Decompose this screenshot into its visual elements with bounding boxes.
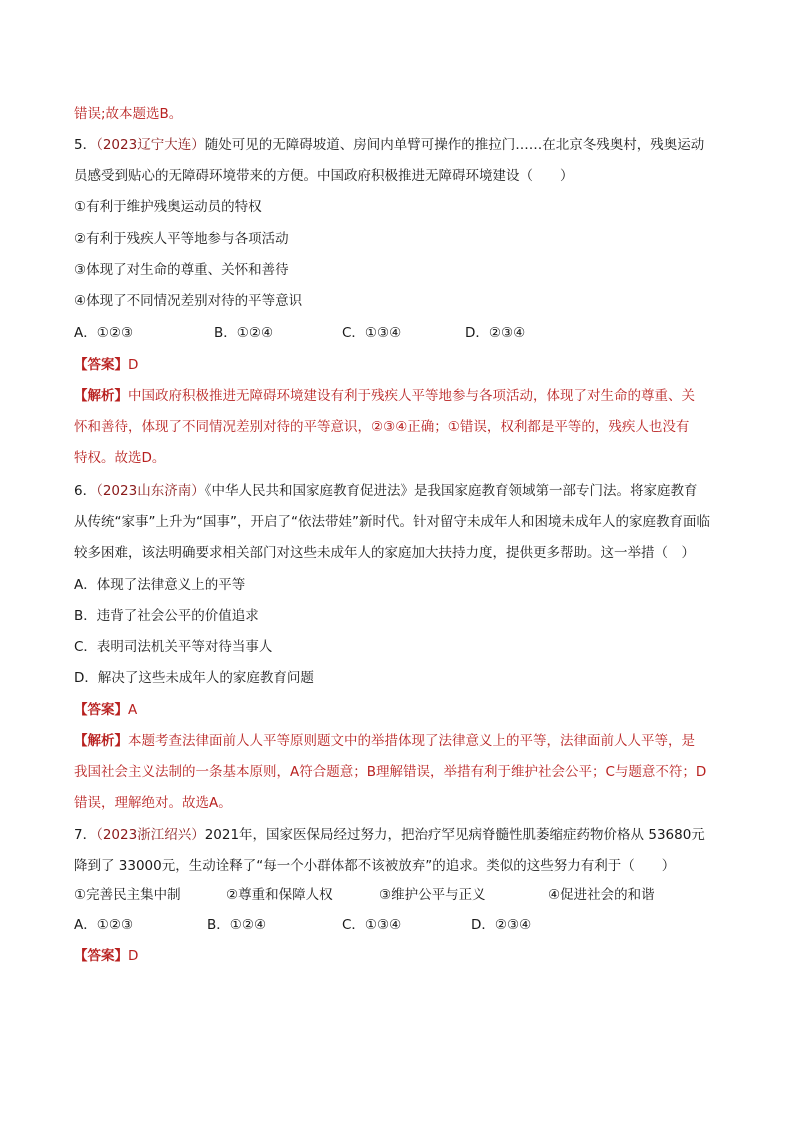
q5-option-d: D．②③④ <box>465 325 526 341</box>
q7-number: 7． <box>74 827 97 843</box>
q5-item-1: ①有利于维护残奥运动员的特权 <box>74 199 262 215</box>
q5-item-4: ④体现了不同情况差别对待的平等意识 <box>74 293 303 309</box>
q5-stem-line2: 员感受到贴心的无障碍环境带来的方便。中国政府积极推进无障碍环境建设（ ） <box>74 168 574 184</box>
q7-answer-label: 【答案】 <box>74 948 128 964</box>
q5-item-2: ②有利于残疾人平等地参与各项活动 <box>74 231 289 247</box>
q5-stem-line1 <box>74 135 704 155</box>
q7-stem-text: 2021年，国家医保局经过努力，把治疗罕见病脊髓性肌萎缩症药物价格从 53680元 <box>204 827 705 843</box>
q5-source: （2023辽宁大连） <box>96 137 205 153</box>
q7-item-4: ④促进社会的和谐 <box>548 887 655 903</box>
q6-stem-line1 <box>74 481 697 501</box>
q6-option-d: D．解决了这些未成年人的家庭教育问题 <box>74 670 314 686</box>
q6-analysis-line2: 我国社会主义法制的一条基本原则，A符合题意；B理解错误，举措有利于维护社会公平；C与题意不符；D <box>74 764 707 780</box>
q5-option-c: C．①③④ <box>342 325 402 341</box>
q7-item-3: ③维护公平与正义 <box>379 887 486 903</box>
q5-analysis-line1 <box>74 386 695 406</box>
q6-stem-line3: 较多困难，该法明确要求相关部门对这些未成年人的家庭加大扶持力度，提供更多帮助。这一举措（ ） <box>74 545 695 561</box>
q6-answer <box>74 700 137 720</box>
q7-option-b: B．①②④ <box>207 917 267 933</box>
q5-answer <box>74 355 138 375</box>
q5-item-3: ③体现了对生命的尊重、关怀和善待 <box>74 262 289 278</box>
q7-answer <box>74 946 138 966</box>
prev-analysis-end: 错误;故本题选B。 <box>74 106 183 122</box>
q7-option-a: A．①②③ <box>74 917 134 933</box>
q7-item-1: ①完善民主集中制 <box>74 887 181 903</box>
q7-stem-line1 <box>74 825 705 845</box>
q6-stem-text: 《中华人民共和国家庭教育促进法》是我国家庭教育领域第一部专门法。将家庭教育 <box>204 483 698 499</box>
q5-answer-value: D <box>128 357 139 373</box>
q6-stem-line2: 从传统“家事”上升为“国事”，开启了“依法带娃”新时代。针对留守未成年人和困境未成年人的家庭教育面临 <box>74 514 710 530</box>
q6-option-b: B．违背了社会公平的价值追求 <box>74 608 259 624</box>
q6-analysis-text1: 本题考查法律面前人人平等原则题文中的举措体现了法律意义上的平等，法律面前人人平等，是 <box>128 733 695 749</box>
q7-option-d: D．②③④ <box>471 917 532 933</box>
q7-source: （2023浙江绍兴） <box>96 827 205 843</box>
q6-analysis-line3: 错误，理解绝对。故选A。 <box>74 795 232 811</box>
q7-stem-line2: 降到了 33000元，生动诠释了“每一个小群体都不该被放弃”的追求。类似的这些努力有利于（ ） <box>74 858 676 874</box>
q6-number: 6． <box>74 483 97 499</box>
q5-option-b: B．①②④ <box>214 325 274 341</box>
q7-item-2: ②尊重和保障人权 <box>226 887 333 903</box>
q6-answer-label: 【答案】 <box>74 702 128 718</box>
q7-option-c: C．①③④ <box>342 917 402 933</box>
q5-analysis-label: 【解析】 <box>74 388 128 404</box>
q6-analysis-label: 【解析】 <box>74 733 128 749</box>
q5-analysis-text1: 中国政府积极推进无障碍环境建设有利于残疾人平等地参与各项活动，体现了对生命的尊重、关 <box>128 388 695 404</box>
q6-option-a: A．体现了法律意义上的平等 <box>74 577 246 593</box>
q5-option-a: A．①②③ <box>74 325 134 341</box>
q5-answer-label: 【答案】 <box>74 357 128 373</box>
q7-answer-value: D <box>128 948 139 964</box>
q6-answer-value: A <box>128 702 138 718</box>
q5-analysis-line2: 怀和善待，体现了不同情况差别对待的平等意识，②③④正确；①错误，权利都是平等的，残疾人也没有 <box>74 419 690 435</box>
q6-source: （2023山东济南） <box>96 483 205 499</box>
q5-stem-text: 随处可见的无障碍坡道、房间内单臂可操作的推拉门……在北京冬残奥村，残奥运动 <box>204 137 705 153</box>
q5-number: 5． <box>74 137 97 153</box>
q6-analysis-line1 <box>74 731 695 751</box>
q5-analysis-line3: 特权。故选D。 <box>74 450 166 466</box>
q6-option-c: C．表明司法机关平等对待当事人 <box>74 639 273 655</box>
